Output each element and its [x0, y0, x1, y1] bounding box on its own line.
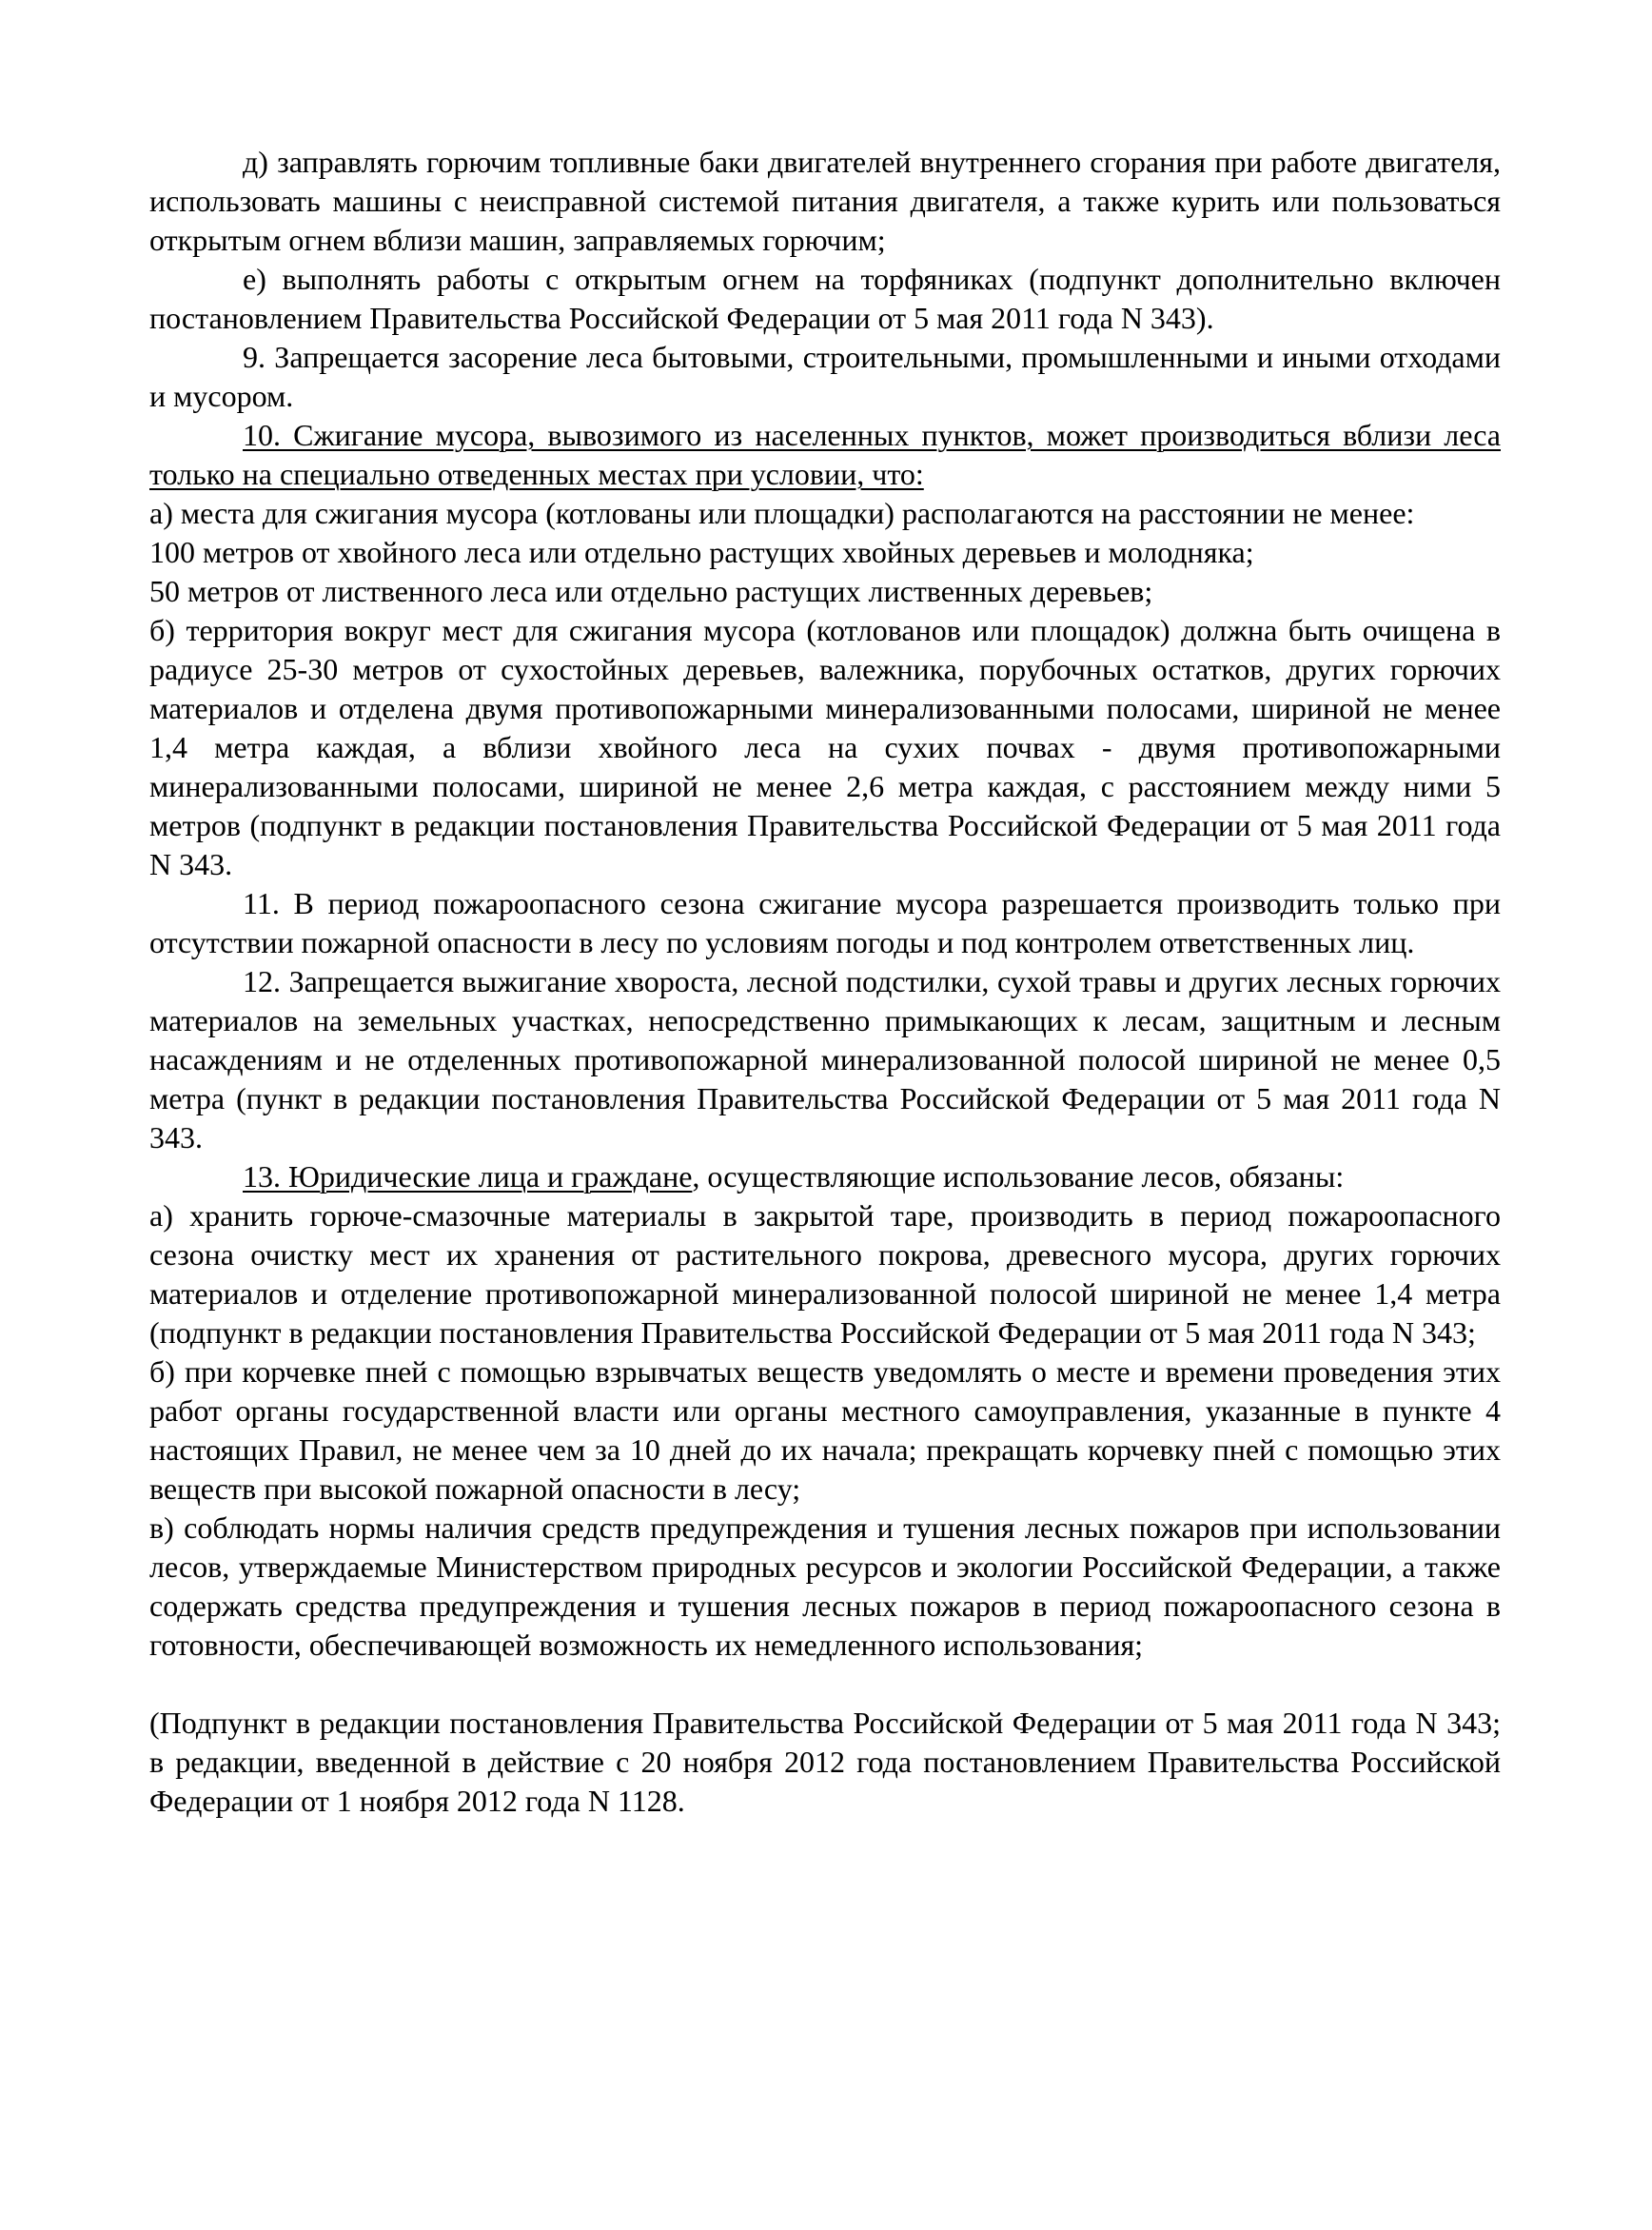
text-segment: б) при корчевке пней с помощью взрывчатых веществ уведомлять о месте и времени проведения этих работ органы государственной власти или органы местного самоуправления, указанные в пункте 4 настоящих Правил, не менее чем за 10 дней до их начала; прекращать корчевку пней с помощью этих веществ при высокой пожарной опасности в лесу;: [149, 1354, 1501, 1506]
paragraph: [149, 962, 1501, 1157]
text-segment: д) заправлять горючим топливные баки двигателей внутреннего сгорания при работе двигателя, использовать машины с неисправной системой питания двигателя, а также курить или пользоваться открытым огнем вблизи машин, заправляемых горючим;: [149, 145, 1501, 257]
paragraph: [149, 338, 1501, 416]
paragraph: [149, 1157, 1501, 1196]
paragraph: [149, 572, 1501, 611]
paragraph: [149, 1704, 1501, 1821]
text-segment: 11. В период пожароопасного сезона сжигание мусора разрешается производить только при отсутствии пожарной опасности в лесу по условиям погоды и под контролем ответственных лиц.: [149, 886, 1501, 959]
text-segment: 100 метров от хвойного леса или отдельно растущих хвойных деревьев и молодняка;: [149, 535, 1254, 569]
paragraph: [149, 533, 1501, 572]
text-segment: , осуществляющие использование лесов, обязаны:: [692, 1159, 1345, 1194]
paragraph: [149, 416, 1501, 494]
text-segment: е) выполнять работы с открытым огнем на торфяниках (подпункт дополнительно включен постановлением Правительства Российской Федерации от 5 мая 2011 года N 343).: [149, 262, 1501, 335]
paragraph: [149, 260, 1501, 338]
paragraph-spacer: [149, 1665, 1501, 1704]
paragraph: [149, 1196, 1501, 1352]
document-body: [149, 143, 1501, 1821]
text-segment: а) места для сжигания мусора (котлованы или площадки) располагаются на расстоянии не менее:: [149, 496, 1415, 530]
paragraph: [149, 1352, 1501, 1509]
paragraph: [149, 143, 1501, 260]
paragraph: [149, 494, 1501, 533]
underlined-text-segment: 13. Юридические лица и граждане: [243, 1159, 693, 1194]
text-segment: 50 метров от лиственного леса или отдельно растущих лиственных деревьев;: [149, 574, 1153, 608]
underlined-text-segment: 10. Сжигание мусора, вывозимого из населенных пунктов, может производиться вблизи леса только на специально отведенных местах при условии, что:: [149, 418, 1501, 491]
text-segment: 9. Запрещается засорение леса бытовыми, строительными, промышленными и иными отходами и мусором.: [149, 340, 1501, 413]
text-segment: 12. Запрещается выжигание хвороста, лесной подстилки, сухой травы и других лесных горючих материалов на земельных участках, непосредственно примыкающих к лесам, защитным и лесным насаждениям и не отделенных противопожарной минерализованной полосой шириной не менее 0,5 метра (пункт в редакции постановления Правительства Российской Федерации от 5 мая 2011 года N 343.: [149, 964, 1501, 1154]
text-segment: б) территория вокруг мест для сжигания мусора (котлованов или площадок) должна быть очищена в радиусе 25-30 метров от сухостойных деревьев, валежника, порубочных остатков, других горючих материалов и отделена двумя противопожарными минерализованными полосами, шириной не менее 1,4 метра каждая, а вблизи хвойного леса на сухих почвах - двумя противопожарными минерализованными полосами, шириной не менее 2,6 метра каждая, с расстоянием между ними 5 метров (подпункт в редакции постановления Правительства Российской Федерации от 5 мая 2011 года N 343.: [149, 613, 1501, 881]
text-segment: (Подпункт в редакции постановления Правительства Российской Федерации от 5 мая 2011 года N 343; в редакции, введенной в действие с 20 ноября 2012 года постановлением Правительства Российской Федерации от 1 ноября 2012 года N 1128.: [149, 1706, 1501, 1818]
paragraph: [149, 1509, 1501, 1665]
paragraph: [149, 884, 1501, 962]
text-segment: а) хранить горюче-смазочные материалы в закрытой таре, производить в период пожароопасного сезона очистку мест их хранения от растительного покрова, древесного мусора, других горючих материалов и отделение противопожарной минерализованной полосой шириной не менее 1,4 метра (подпункт в редакции постановления Правительства Российской Федерации от 5 мая 2011 года N 343;: [149, 1198, 1501, 1350]
paragraph: [149, 611, 1501, 884]
text-segment: в) соблюдать нормы наличия средств предупреждения и тушения лесных пожаров при использовании лесов, утверждаемые Министерством природных ресурсов и экологии Российской Федерации, а также содержать средства предупреждения и тушения лесных пожаров в период пожароопасного сезона в готовности, обеспечивающей возможность их немедленного использования;: [149, 1510, 1501, 1662]
